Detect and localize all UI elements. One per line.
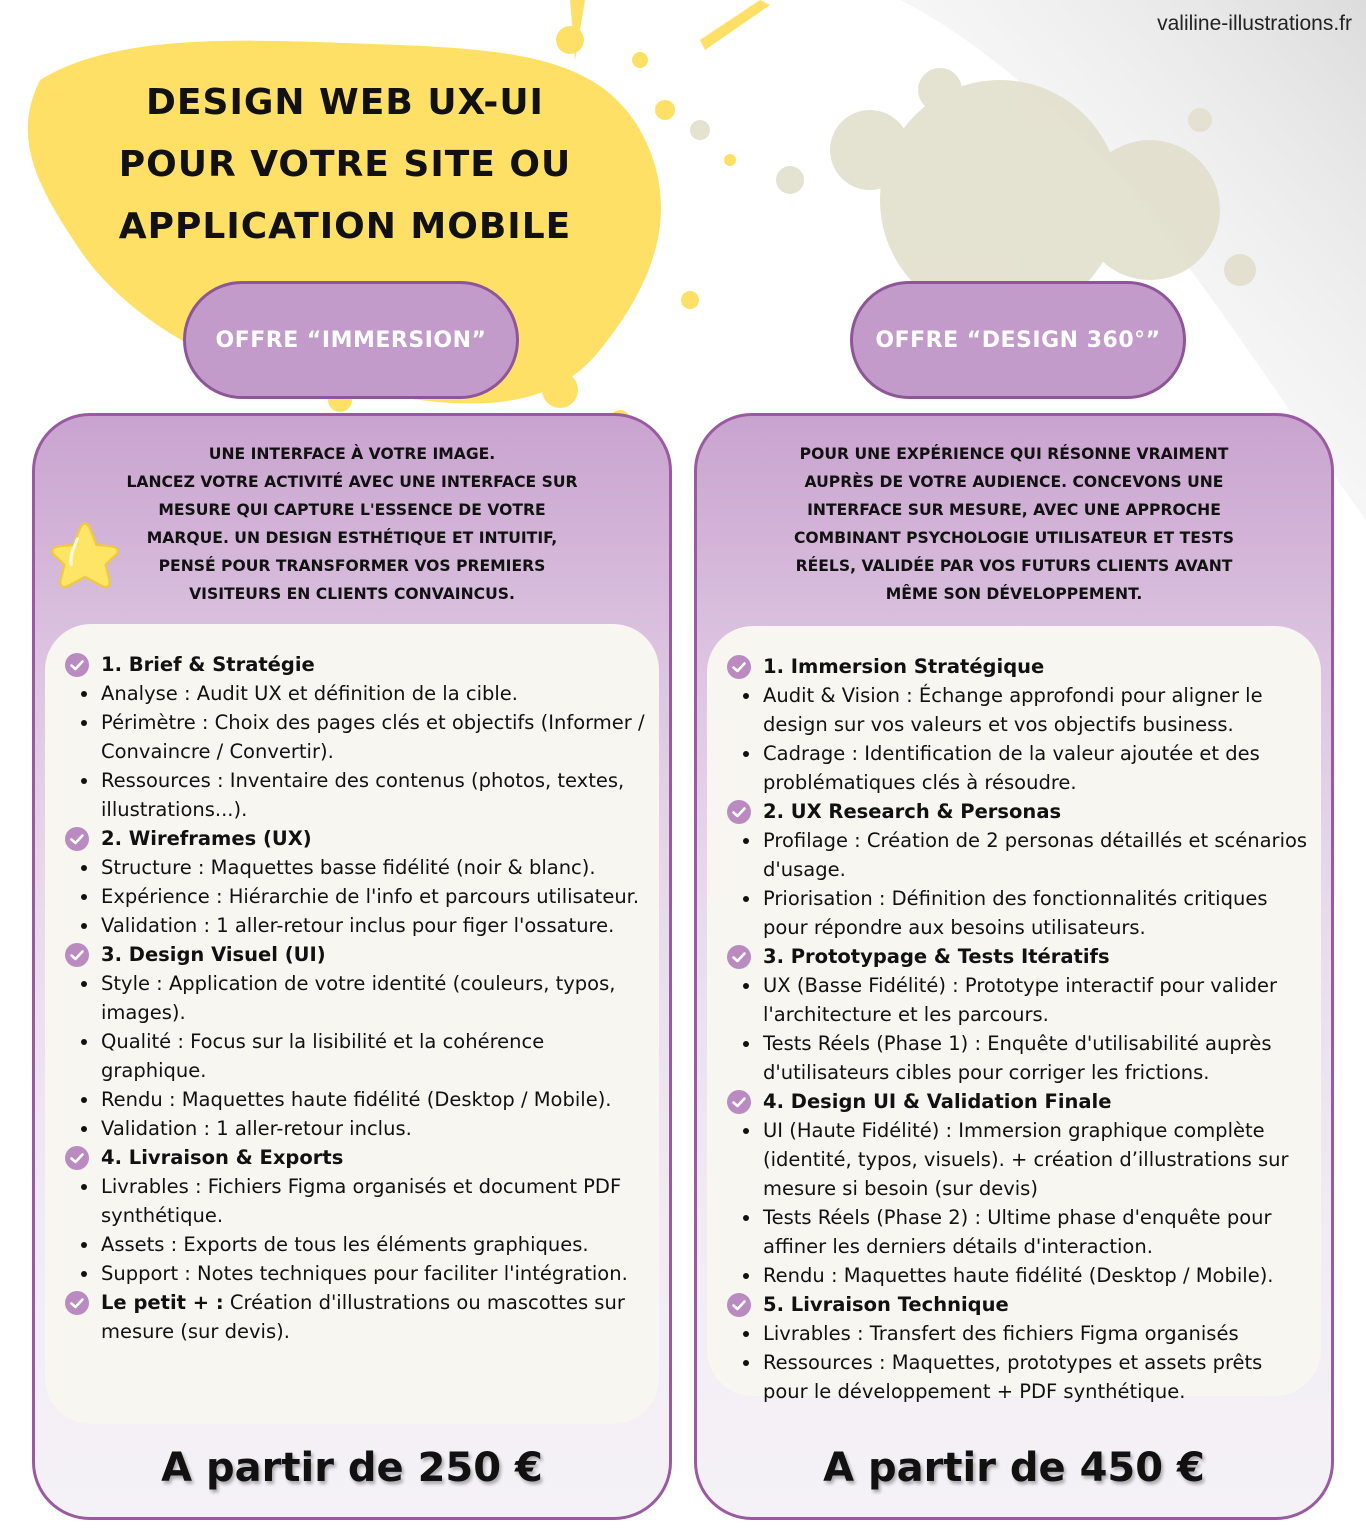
intro-line: POUR UNE EXPÉRIENCE QUI RÉSONNE VRAIMENT [799, 445, 1229, 463]
bullet-item: Cadrage : Identification de la valeur ajoutée et des problématiques clés à résoudre. [763, 739, 1313, 797]
step-bullets [65, 679, 651, 824]
step-item [727, 652, 1313, 681]
extra-item [65, 1288, 651, 1346]
intro-line: INTERFACE SUR MESURE, AVEC UNE APPROCHE [807, 501, 1221, 519]
step-title: 1. Immersion Stratégique [763, 655, 1045, 678]
bullet-item: Qualité : Focus sur la lisibilité et la cohérence graphique. [101, 1027, 651, 1085]
intro-line: MESURE QUI CAPTURE L'ESSENCE DE VOTRE [158, 501, 546, 519]
intro-line: RÉELS, VALIDÉE PAR VOS FUTURS CLIENTS AVANT [795, 557, 1233, 575]
step-bullets [65, 1172, 651, 1288]
intro-line: COMBINANT PSYCHOLOGIE UTILISATEUR ET TESTS [793, 529, 1235, 547]
bullet-item: Rendu : Maquettes haute fidélité (Desktop / Mobile). [101, 1085, 651, 1114]
check-circle-icon [65, 653, 89, 677]
bullet-item: Rendu : Maquettes haute fidélité (Desktop / Mobile). [763, 1261, 1313, 1290]
bullet-item: Ressources : Maquettes, prototypes et assets prêts pour le développement + PDF synthétique. [763, 1348, 1313, 1406]
bullet-item: Validation : 1 aller-retour inclus. [101, 1114, 651, 1143]
title-line-1: DESIGN WEB UX-UI [146, 82, 544, 123]
bullet-item: Priorisation : Définition des fonctionnalités critiques pour répondre aux besoins utilisateurs. [763, 884, 1313, 942]
step-item [727, 797, 1313, 826]
step-bullets [727, 1319, 1313, 1406]
step-item [727, 1290, 1313, 1319]
step-title: 5. Livraison Technique [763, 1293, 1009, 1316]
intro-line: PENSÉ POUR TRANSFORMER VOS PREMIERS [158, 557, 546, 575]
bullet-item: Structure : Maquettes basse fidélité (noir & blanc). [101, 853, 651, 882]
step-item [65, 650, 651, 679]
bullet-item: UI (Haute Fidélité) : Immersion graphique complète (identité, typos, visuels). + création d’illustrations sur mesure si besoin (sur devis) [763, 1116, 1313, 1203]
offer-details-panel [45, 624, 659, 1424]
step-item [65, 1143, 651, 1172]
bullet-item: Assets : Exports de tous les éléments graphiques. [101, 1230, 651, 1259]
bullet-item: Tests Réels (Phase 1) : Enquête d'utilisabilité auprès d'utilisateurs cibles pour corriger les frictions. [763, 1029, 1313, 1087]
offer-card-design360 [694, 413, 1334, 1520]
step-bullets [727, 971, 1313, 1087]
offer-intro [697, 440, 1331, 608]
step-item [727, 942, 1313, 971]
intro-line: LANCEZ VOTRE ACTIVITÉ AVEC UNE INTERFACE SUR [126, 473, 578, 491]
extra-label: Le petit + : [101, 1291, 224, 1314]
bullet-item: Support : Notes techniques pour faciliter l'intégration. [101, 1259, 651, 1288]
step-title: 2. Wireframes (UX) [101, 827, 312, 850]
step-item [65, 824, 651, 853]
offer-price: A partir de 250 € [161, 1445, 543, 1491]
offer-price: A partir de 450 € [823, 1445, 1205, 1491]
bullet-item: Livrables : Transfert des fichiers Figma organisés [763, 1319, 1313, 1348]
check-circle-icon [65, 827, 89, 851]
star-icon [46, 519, 124, 595]
step-title: 2. UX Research & Personas [763, 800, 1062, 823]
intro-line: MARQUE. UN DESIGN ESTHÉTIQUE ET INTUITIF, [146, 529, 558, 547]
bullet-item: Validation : 1 aller-retour inclus pour figer l'ossature. [101, 911, 651, 940]
intro-line: AUPRÈS DE VOTRE AUDIENCE. CONCEVONS UNE [804, 473, 1224, 491]
step-bullets [727, 681, 1313, 797]
check-circle-icon [727, 1293, 751, 1317]
bullet-item: Analyse : Audit UX et définition de la cible. [101, 679, 651, 708]
step-bullets [727, 826, 1313, 942]
bullet-item: Ressources : Inventaire des contenus (photos, textes, illustrations...). [101, 766, 651, 824]
title-line-2: POUR VOTRE SITE OU [118, 144, 572, 185]
offer-immersion-badge: OFFRE “IMMERSION” [183, 281, 519, 399]
step-title: 4. Design UI & Validation Finale [763, 1090, 1112, 1113]
steps-list [65, 650, 651, 1346]
step-bullets [65, 969, 651, 1143]
step-bullets [65, 853, 651, 940]
check-circle-icon [65, 1291, 89, 1315]
bullet-item: UX (Basse Fidélité) : Prototype interactif pour valider l'architecture et les parcours. [763, 971, 1313, 1029]
bullet-item: Profilage : Création de 2 personas détaillés et scénarios d'usage. [763, 826, 1313, 884]
site-url[interactable]: valiline-illustrations.fr [1157, 12, 1352, 35]
bullet-item: Audit & Vision : Échange approfondi pour aligner le design sur vos valeurs et vos objectifs business. [763, 681, 1313, 739]
page-title [60, 72, 630, 258]
offer-intro [35, 440, 669, 608]
bullet-item: Style : Application de votre identité (couleurs, typos, images). [101, 969, 651, 1027]
step-title: 4. Livraison & Exports [101, 1146, 344, 1169]
step-title: 3. Design Visuel (UI) [101, 943, 326, 966]
check-circle-icon [727, 800, 751, 824]
intro-line: MÊME SON DÉVELOPPEMENT. [885, 585, 1143, 603]
intro-line: UNE INTERFACE À VOTRE IMAGE. [208, 445, 496, 463]
bullet-item: Livrables : Fichiers Figma organisés et document PDF synthétique. [101, 1172, 651, 1230]
step-title: 1. Brief & Stratégie [101, 653, 315, 676]
check-circle-icon [65, 1146, 89, 1170]
extra-line [101, 1288, 651, 1346]
step-item [65, 940, 651, 969]
offer-card-immersion [32, 413, 672, 1520]
check-circle-icon [727, 945, 751, 969]
check-circle-icon [727, 655, 751, 679]
check-circle-icon [65, 943, 89, 967]
offer-design360-badge: OFFRE “DESIGN 360°” [850, 281, 1186, 399]
offer-details-panel [707, 626, 1321, 1403]
title-line-3: APPLICATION MOBILE [118, 206, 572, 247]
extra-text: Création d'illustrations ou mascottes sur mesure (sur devis). [101, 1291, 625, 1343]
step-bullets [727, 1116, 1313, 1290]
step-item [727, 1087, 1313, 1116]
steps-list [727, 652, 1313, 1406]
bullet-item: Expérience : Hiérarchie de l'info et parcours utilisateur. [101, 882, 651, 911]
check-circle-icon [727, 1090, 751, 1114]
step-title: 3. Prototypage & Tests Itératifs [763, 945, 1110, 968]
bullet-item: Périmètre : Choix des pages clés et objectifs (Informer / Convaincre / Convertir). [101, 708, 651, 766]
bullet-item: Tests Réels (Phase 2) : Ultime phase d'enquête pour affiner les derniers détails d'interaction. [763, 1203, 1313, 1261]
intro-line: VISITEURS EN CLIENTS CONVAINCUS. [189, 585, 515, 603]
